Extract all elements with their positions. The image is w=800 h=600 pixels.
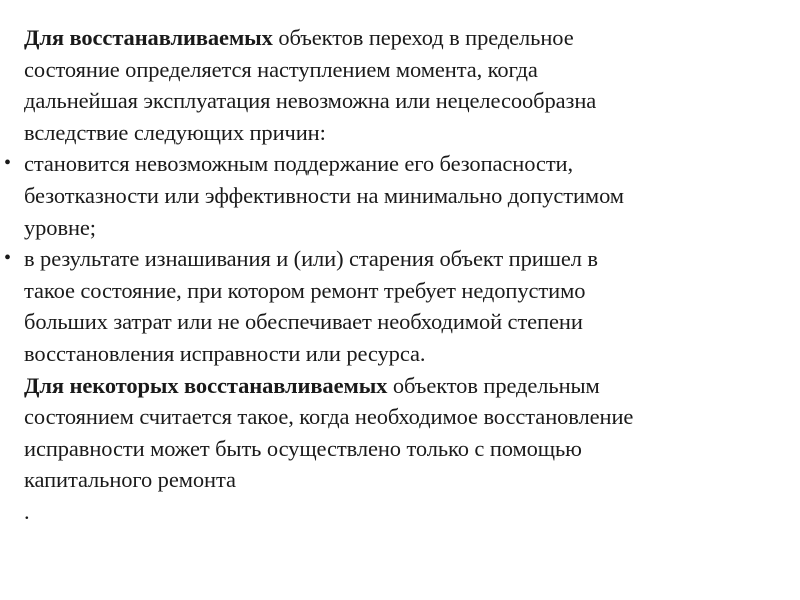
paragraph2-line3: исправности может быть осуществлено только с помощью: [24, 435, 582, 461]
bullet2-line4: восстановления исправности или ресурса.: [24, 340, 426, 366]
trailing-dot: .: [24, 498, 30, 524]
paragraph-restorable-objects: [24, 22, 794, 148]
bullet1-line1: становится невозможным поддержание его безопасности,: [24, 151, 574, 177]
bullet2-line1: в результате изнашивания и (или) старения объект пришел в: [24, 246, 598, 272]
paragraph1-line3: дальнейшая эксплуатация невозможна или нецелесообразна: [24, 88, 597, 114]
bullet1-line3: уровне;: [24, 214, 96, 240]
paragraph1-line1-rest: объектов переход в предельное: [272, 25, 574, 50]
bullet2-line3: больших затрат или не обеспечивает необходимой степени: [24, 309, 583, 335]
paragraph2-line2: состоянием считается такое, когда необходимое восстановление: [24, 404, 634, 430]
slide-text: [4, 22, 794, 528]
bullet-dot-icon: •: [4, 247, 11, 270]
bold-lead-some-restorable: Для некоторых восстанавливаемых: [24, 372, 388, 398]
bullet2-line2: такое состояние, при котором ремонт требует недопустимо: [24, 277, 586, 303]
bullet-item-safety: [4, 148, 794, 243]
paragraph2-line1-rest: объектов предельным: [387, 372, 600, 398]
paragraph1-line4: вследствие следующих причин:: [24, 119, 326, 145]
paragraph2-line4: капитального ремонта: [24, 467, 236, 493]
bullet-dot-icon: •: [4, 152, 11, 175]
bullet1-line2: безотказности или эффективности на минимально допустимом: [24, 182, 624, 208]
bold-lead-restorable: Для восстанавливаемых: [24, 25, 273, 50]
paragraph1-line2: состояние определяется наступлением момента, когда: [24, 56, 538, 82]
bullet-item-wear: [4, 243, 794, 369]
paragraph-some-restorable-objects: [24, 370, 794, 496]
